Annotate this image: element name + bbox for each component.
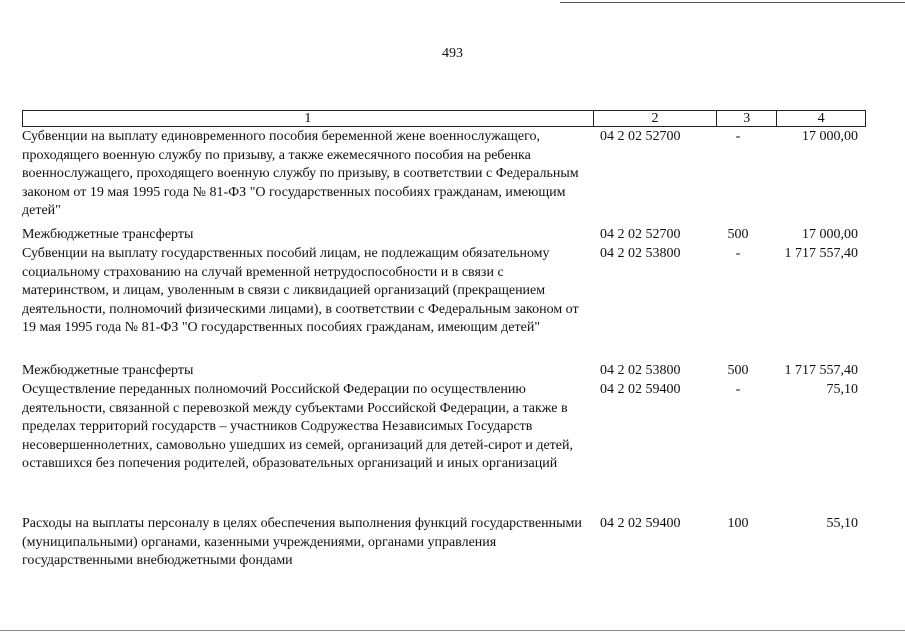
row-code: 04 2 02 52700	[600, 129, 681, 144]
header-col-1: 1	[23, 111, 594, 126]
row-code: 04 2 02 52700	[600, 227, 681, 242]
row-amount: 55,10	[826, 516, 858, 531]
header-col-4: 4	[817, 111, 825, 126]
row-code: 04 2 02 59400	[600, 516, 681, 531]
row-amount: 17 000,00	[802, 129, 858, 144]
header-col-3: 3	[717, 111, 777, 126]
row-expense-type: 500	[727, 227, 749, 242]
bottom-rule	[0, 630, 905, 631]
row-expense-type: -	[735, 129, 741, 144]
row-description: Расходы на выплаты персоналу в целях обеспечения выполнения функций государственными (муниципальными) органами, казенными учреждениями, органами управления государственными внебюджетными фондами	[22, 516, 582, 568]
row-code: 04 2 02 53800	[600, 246, 681, 261]
table-row	[22, 515, 866, 573]
table-header	[22, 110, 866, 127]
row-code: 04 2 02 59400	[600, 382, 681, 397]
row-code: 04 2 02 53800	[600, 363, 681, 378]
table-row	[22, 128, 866, 224]
row-amount: 75,10	[826, 382, 858, 397]
page-number: 493	[442, 46, 463, 61]
row-amount: 1 717 557,40	[784, 363, 858, 378]
row-description: Субвенции на выплату государственных пособий лицам, не подлежащим обязательному социальному страхованию на случай временной нетрудоспособности и в связи с материнством, и лицам, уволенным в связи с ликвидацией организаций (прекращением деятельности, полномочий физическими лицами), в соответствии с Федеральным законом от 19 мая 1995 года № 81-ФЗ "О государственных пособиях гражданам, имеющим детей"	[22, 246, 579, 335]
row-description: Субвенции на выплату единовременного пособия беременной жене военнослужащего, проходящего военную службу по призыву, а также ежемесячного пособия на ребенка военнослужащего, проходящего военную службу по призыву, в соответствии с Федеральным законом от 19 мая 1995 года № 81-ФЗ "О государственных пособиях гражданам, имеющим детей"	[22, 129, 579, 218]
row-amount: 1 717 557,40	[784, 246, 858, 261]
row-description: Межбюджетные трансферты	[22, 227, 194, 242]
row-description: Межбюджетные трансферты	[22, 363, 194, 378]
row-description: Осуществление переданных полномочий Российской Федерации по осуществлению деятельности, связанной с перевозкой между субъектами Российской Федерации, а также в пределах территорий государств – участников Содружества Независимых Государств несовершеннолетних, самовольно ушедших из семей, организаций для детей-сирот и детей, оставшихся без попечения родителей, образовательных организаций и иных организаций	[22, 382, 573, 471]
row-expense-type: 500	[727, 363, 749, 378]
row-expense-type: -	[735, 382, 741, 397]
header-col-2: 2	[594, 111, 718, 126]
table-row	[22, 245, 866, 359]
row-expense-type: -	[735, 246, 741, 261]
row-expense-type: 100	[727, 516, 749, 531]
top-rule	[560, 2, 905, 3]
table-row	[22, 362, 866, 381]
row-amount: 17 000,00	[802, 227, 858, 242]
table-row	[22, 226, 866, 245]
table-row	[22, 381, 866, 495]
